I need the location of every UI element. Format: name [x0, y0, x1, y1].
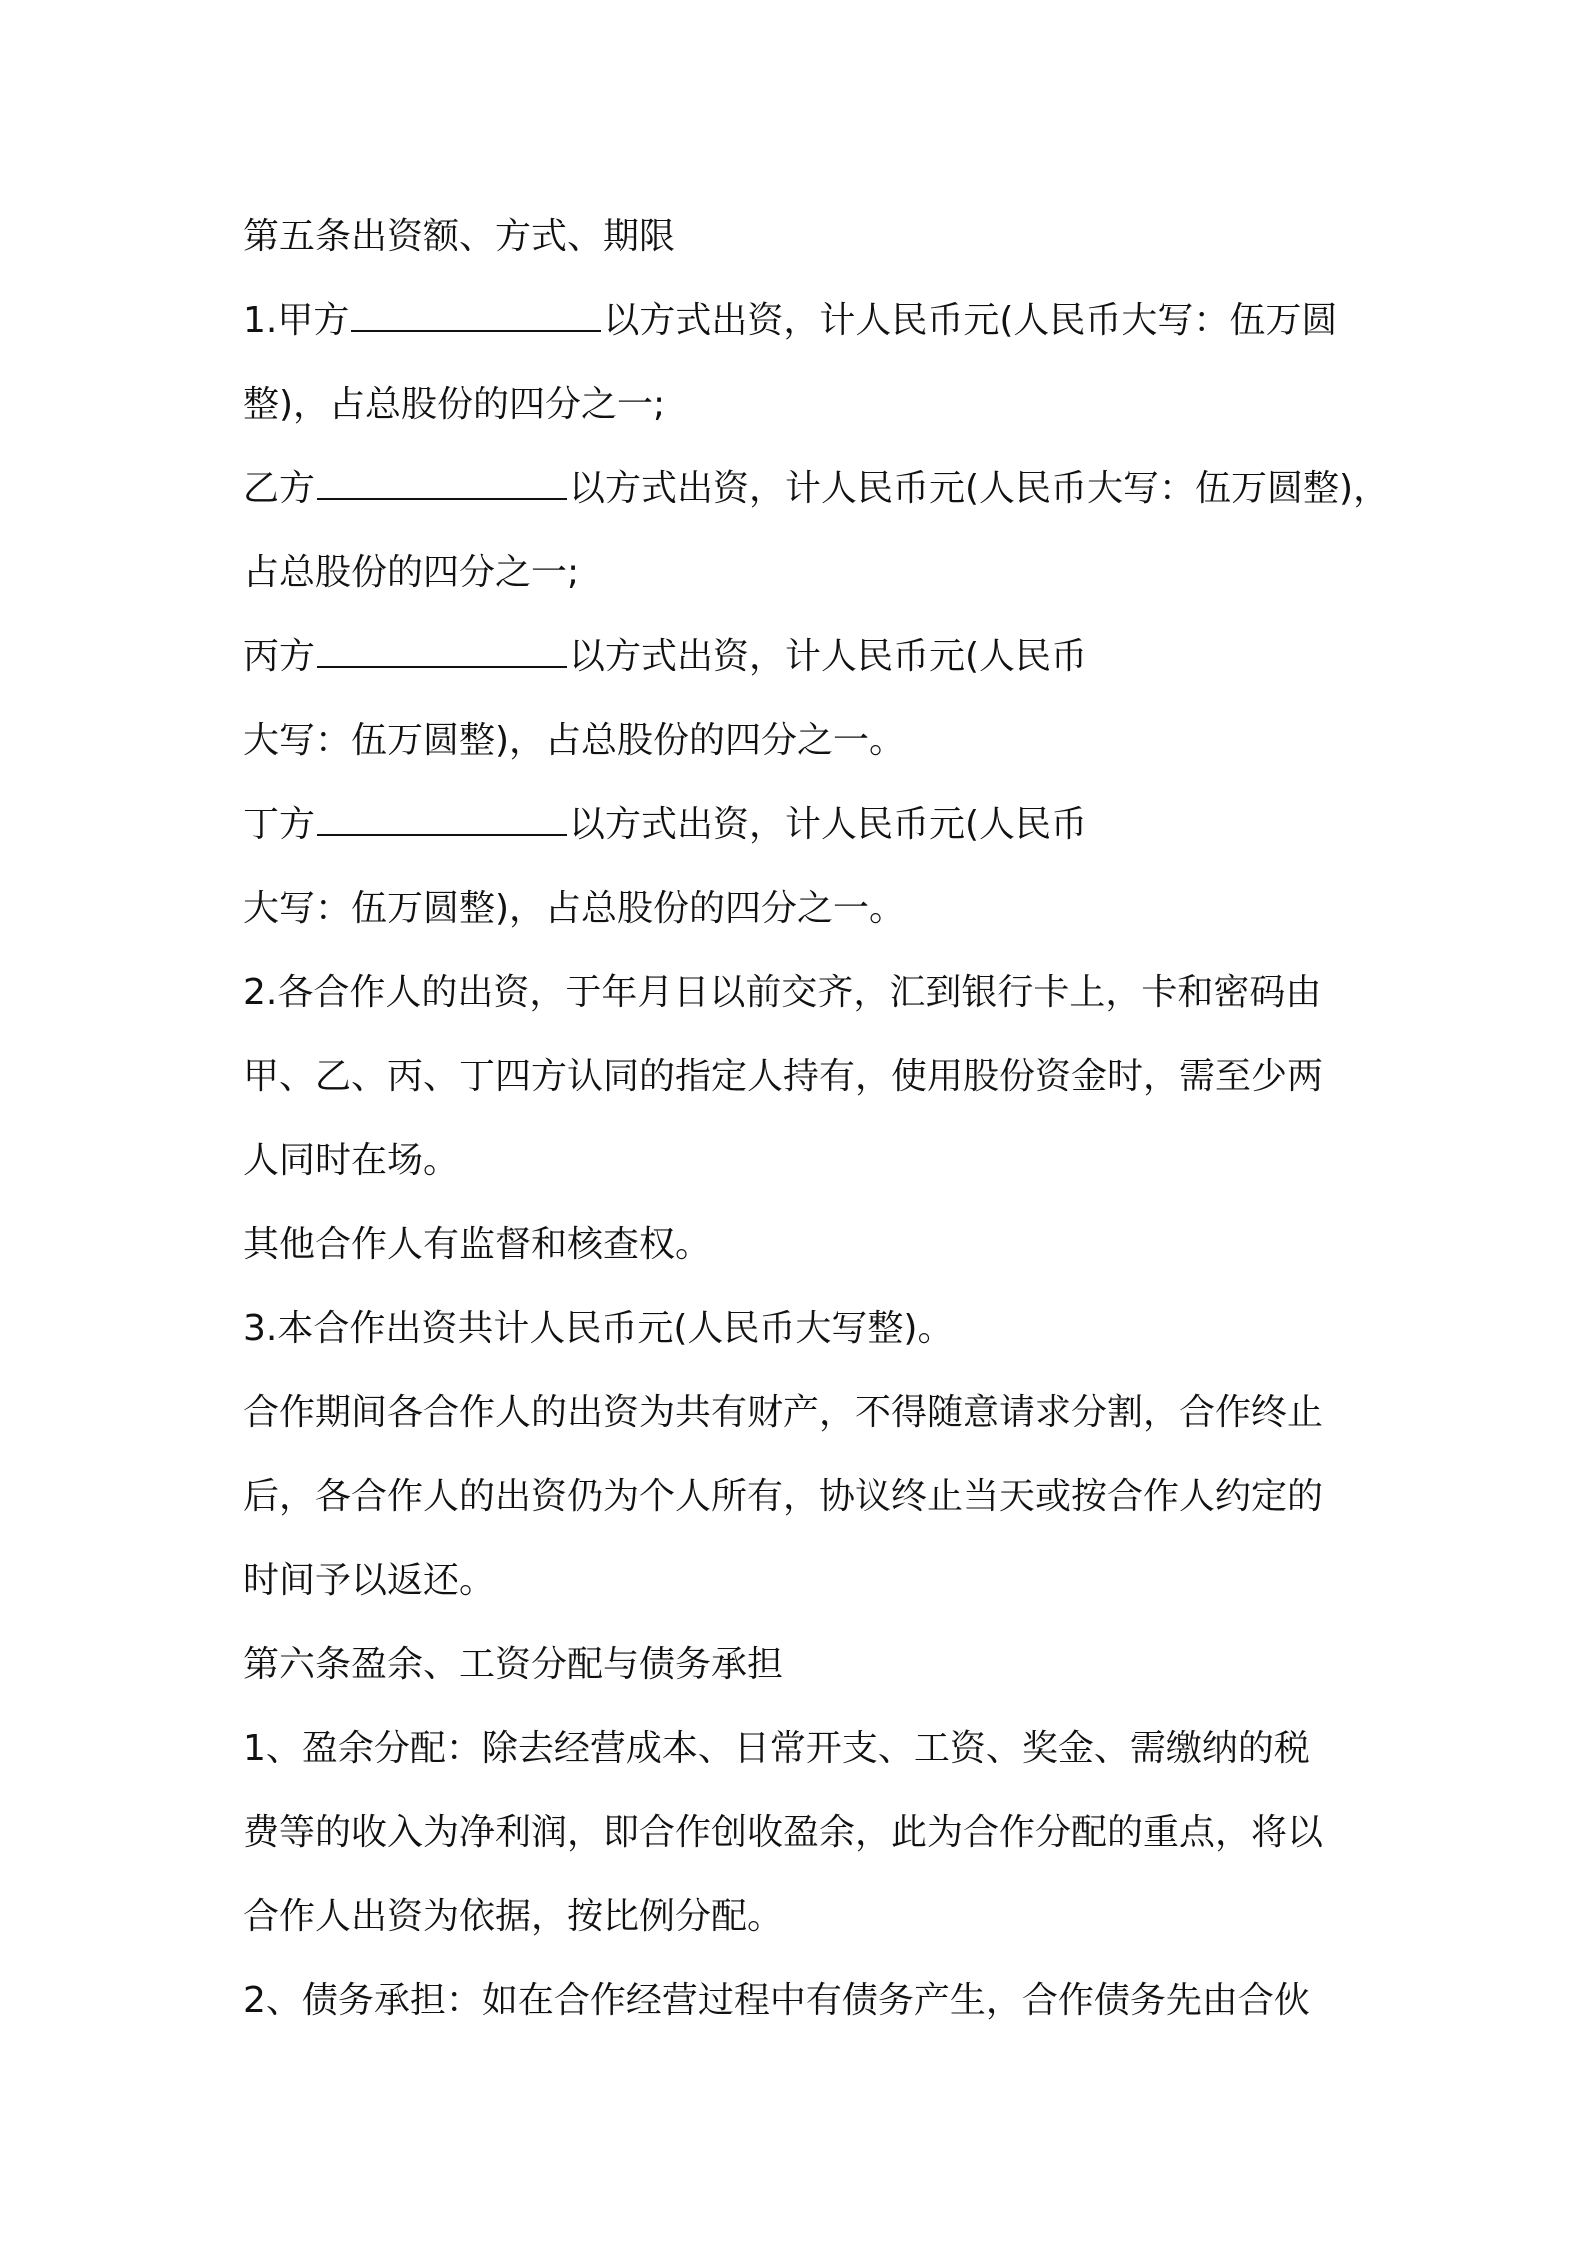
- party-a-terms: 以方式出资，计人民币元(人民币大写：伍万圆: [603, 300, 1338, 341]
- party-c-line: [243, 615, 1363, 699]
- party-d-terms: 以方式出资，计人民币元(人民币: [569, 804, 1088, 845]
- party-b-terms: 以方式出资，计人民币元(人民币大写：伍万圆整)，: [569, 468, 1390, 509]
- party-a-line-2: [243, 363, 1363, 447]
- article-5-heading-text: 第五条出资额、方式、期限: [243, 216, 676, 257]
- clause-2-line-2: [243, 1035, 1363, 1119]
- party-b-label: 乙方: [243, 468, 316, 509]
- article-5-heading: [243, 195, 1363, 279]
- party-d-line-2: [243, 867, 1363, 951]
- party-a-blank: [351, 290, 601, 332]
- shared-property-text-2: 后，各合作人的出资仍为个人所有，协议终止当天或按合作人约定的: [243, 1476, 1324, 1517]
- party-b-line-2: [243, 531, 1363, 615]
- article-6-heading: [243, 1623, 1363, 1707]
- clause-2-line-3: [243, 1119, 1363, 1203]
- surplus-line-2: [243, 1791, 1363, 1875]
- party-d-terms-cont: 大写：伍万圆整)，占总股份的四分之一。: [243, 888, 906, 929]
- party-c-blank: [317, 626, 567, 668]
- supervision-line: [243, 1203, 1363, 1287]
- party-c-line-2: [243, 699, 1363, 783]
- shared-property-line-1: [243, 1371, 1363, 1455]
- shared-property-text-3: 时间予以返还。: [243, 1560, 496, 1601]
- clause-3-text: 3.本合作出资共计人民币元(人民币大写整)。: [243, 1308, 954, 1349]
- party-a-label: 1.甲方: [243, 300, 350, 341]
- party-d-blank: [317, 794, 567, 836]
- party-b-terms-cont: 占总股份的四分之一;: [243, 552, 580, 593]
- shared-property-text-1: 合作期间各合作人的出资为共有财产，不得随意请求分割，合作终止: [243, 1392, 1324, 1433]
- surplus-line-1: [243, 1707, 1363, 1791]
- clause-2-text-3: 人同时在场。: [243, 1140, 460, 1181]
- shared-property-line-2: [243, 1455, 1363, 1539]
- surplus-text-1: 1、盈余分配：除去经营成本、日常开支、工资、奖金、需缴纳的税: [243, 1728, 1310, 1769]
- debt-line-1: [243, 1959, 1363, 2043]
- surplus-text-2: 费等的收入为净利润，即合作创收盈余，此为合作分配的重点，将以: [243, 1812, 1324, 1853]
- party-a-line: [243, 279, 1363, 363]
- shared-property-line-3: [243, 1539, 1363, 1623]
- debt-text-1: 2、债务承担：如在合作经营过程中有债务产生，合作债务先由合伙: [243, 1980, 1310, 2021]
- supervision-text: 其他合作人有监督和核查权。: [243, 1224, 712, 1265]
- surplus-line-3: [243, 1875, 1363, 1959]
- clause-2-text-1: 2.各合作人的出资，于年月日以前交齐，汇到银行卡上，卡和密码由: [243, 972, 1322, 1013]
- clause-3-line: [243, 1287, 1363, 1371]
- document-body: [243, 195, 1390, 2043]
- party-b-blank: [317, 458, 567, 500]
- surplus-text-3: 合作人出资为依据，按比例分配。: [243, 1896, 784, 1937]
- party-d-line: [243, 783, 1363, 867]
- party-c-terms: 以方式出资，计人民币元(人民币: [569, 636, 1088, 677]
- party-a-terms-cont: 整)，占总股份的四分之一;: [243, 384, 666, 425]
- party-c-terms-cont: 大写：伍万圆整)，占总股份的四分之一。: [243, 720, 906, 761]
- article-6-heading-text: 第六条盈余、工资分配与债务承担: [243, 1644, 784, 1685]
- party-c-label: 丙方: [243, 636, 316, 677]
- clause-2-text-2: 甲、乙、丙、丁四方认同的指定人持有，使用股份资金时，需至少两: [243, 1056, 1324, 1097]
- clause-2-line-1: [243, 951, 1363, 1035]
- party-b-line: [243, 447, 1390, 531]
- party-d-label: 丁方: [243, 804, 316, 845]
